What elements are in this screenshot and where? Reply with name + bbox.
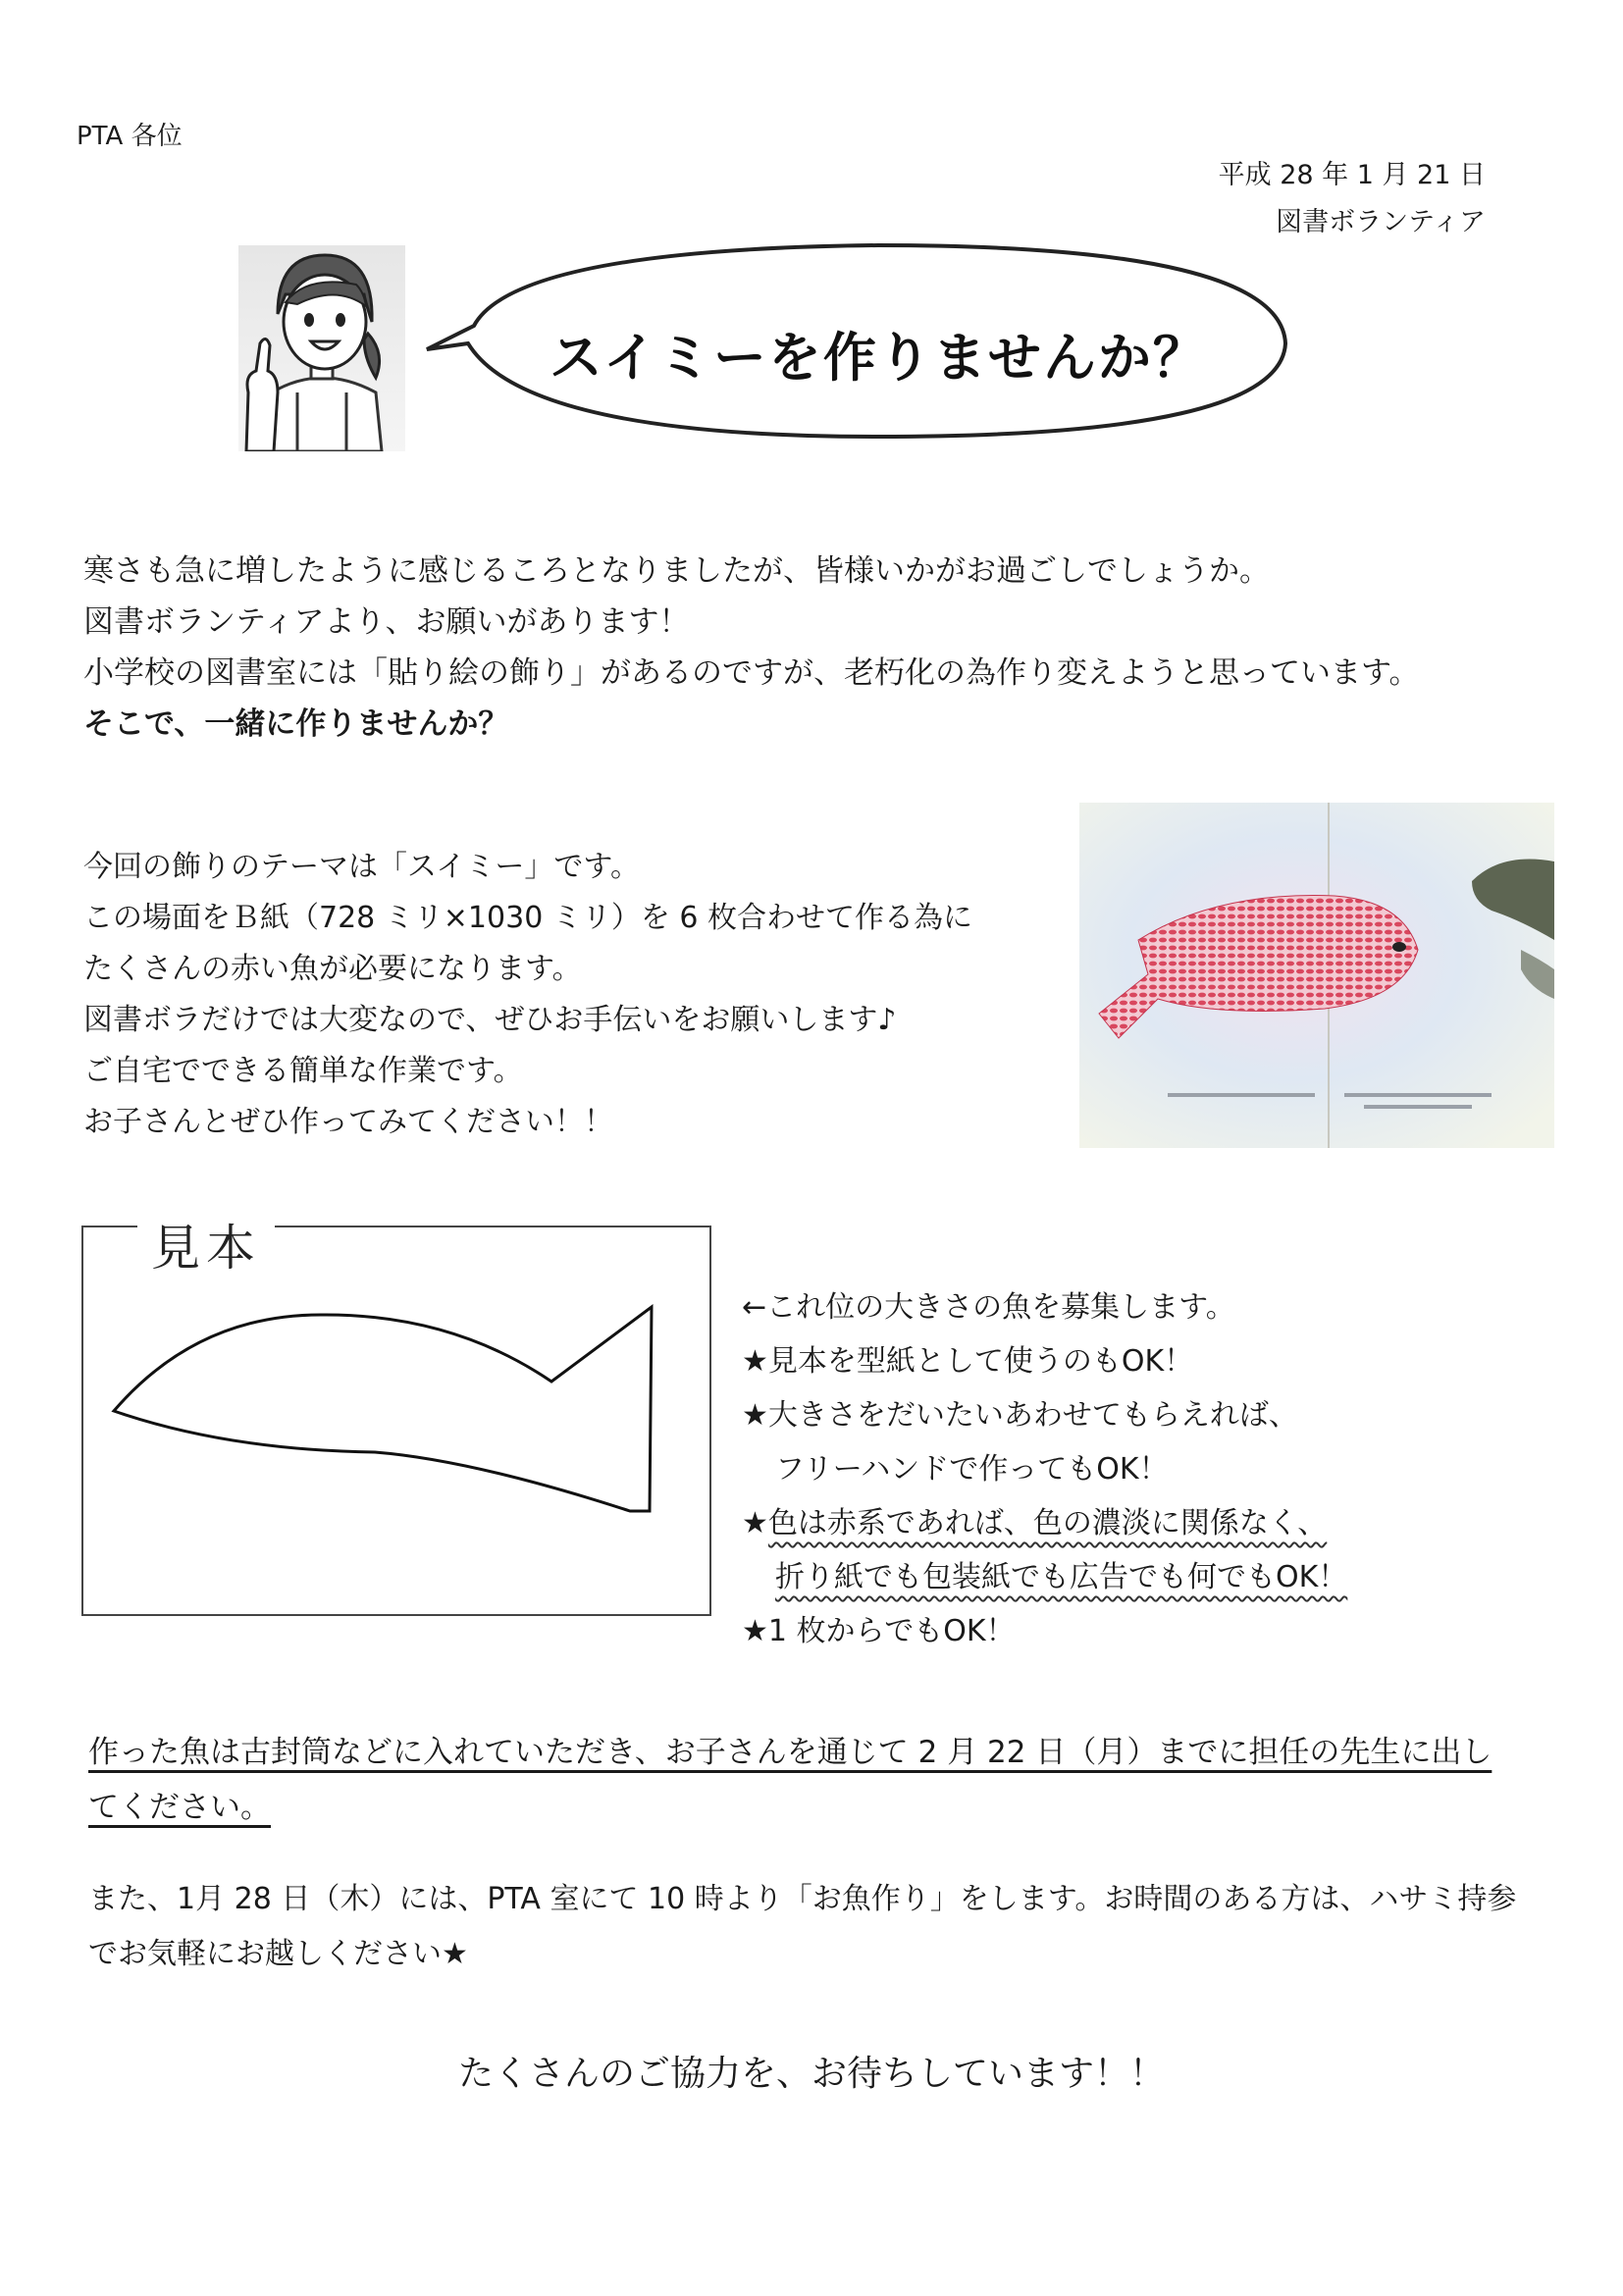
fish-outline	[114, 1307, 652, 1511]
deadline-notice: 作った魚は古封筒などに入れていただき、お子さんを通じて 2 月 22 日（月）までに担任の先生に出してください。	[88, 1735, 1492, 1825]
theme-line: 今回の飾りのテーマは「スイミー」です。	[83, 850, 640, 884]
swimmy-book-image	[1079, 803, 1554, 1148]
page-title: スイミーを作りませんか？	[550, 327, 1208, 389]
intro-line: 寒さも急に増したように感じるころとなりましたが、皆様いかがお過ごしでしょうか。	[83, 553, 1270, 589]
color-rule: 色は赤系であれば、色の濃淡に関係なく、	[767, 1506, 1328, 1540]
theme-line: たくさんの赤い魚が必要になります。	[83, 952, 582, 986]
intro-paragraph	[83, 546, 1420, 750]
theme-line: お子さんとぜひ作ってみてください！！	[83, 1105, 613, 1139]
list-item	[742, 1496, 1347, 1550]
list-item: ←これ位の大きさの魚を募集します。	[742, 1290, 1235, 1325]
sample-label: 見本	[137, 1209, 275, 1279]
theme-line: 図書ボラだけでは大変なので、ぜひお手伝いをお願いします♪	[83, 1003, 897, 1037]
list-item	[742, 1550, 1347, 1604]
teacher-illustration	[238, 245, 405, 451]
guidelines-list	[742, 1280, 1347, 1658]
theme-line: この場面をＢ紙（728 ミリ×1030 ミリ）を 6 枚合わせて作る為に	[83, 901, 972, 935]
material-rule: 折り紙でも包装紙でも広告でも何でもOK！	[775, 1560, 1348, 1594]
list-item: ★大きさをだいたいあわせてもらえれば、	[742, 1398, 1298, 1433]
list-item: フリーハンドで作ってもOK！	[775, 1452, 1169, 1487]
list-item: ★1 枚からでもOK！	[742, 1614, 1016, 1648]
closing-message: たくさんのご協力を、お待ちしています！！	[457, 2054, 1165, 2094]
date: 平成 28 年 1 月 21 日	[1218, 160, 1486, 190]
theme-line: ご自宅でできる簡単な作業です。	[83, 1054, 523, 1088]
intro-line: 小学校の図書室には「貼り絵の飾り」があるのですが、老朽化の為作り変えようと思っています。	[83, 655, 1420, 691]
list-item: ★見本を型紙として使うのもOK！	[742, 1344, 1194, 1379]
intro-line: そこで、一緒に作りませんか？	[83, 706, 509, 742]
theme-paragraph	[83, 842, 972, 1148]
event-notice: また、1月 28 日（木）には、PTA 室にて 10 時より「お魚作り」をします。お時間のある方は、ハサミ持参でお気軽にお越しください★	[88, 1882, 1517, 1971]
star-icon: ★	[742, 1506, 768, 1540]
sample-box	[80, 1225, 712, 1617]
intro-line: 図書ボランティアより、お願いがあります！	[83, 604, 690, 640]
sender: 図書ボランティア	[1276, 207, 1486, 237]
addressee: PTA 各位	[77, 122, 183, 151]
